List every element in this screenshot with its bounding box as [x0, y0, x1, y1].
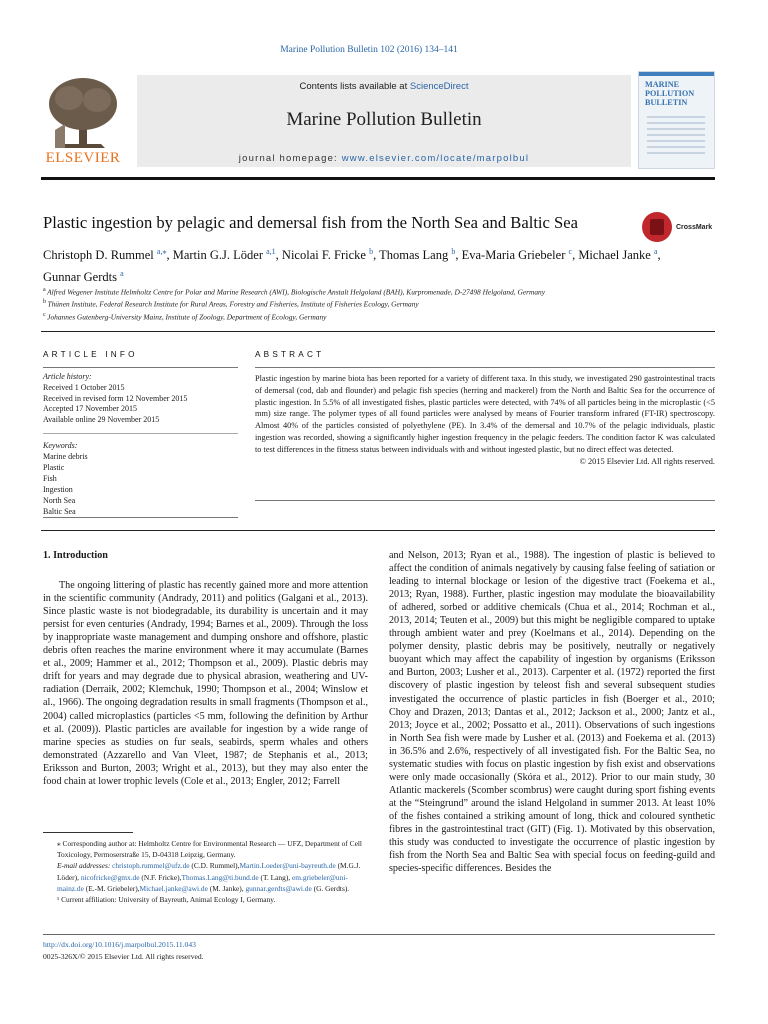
- journal-reference[interactable]: Marine Pollution Bulletin 102 (2016) 134–141: [280, 45, 458, 55]
- divider: [255, 500, 715, 501]
- author-name: Gunnar Gerdts: [43, 269, 121, 284]
- history-item: Accepted 17 November 2015: [43, 404, 137, 414]
- journal-cover-image[interactable]: [638, 71, 715, 169]
- email-link[interactable]: Thomas.Lang@ti.bund.de: [181, 872, 259, 882]
- masthead: [41, 71, 715, 175]
- divider: [41, 331, 715, 332]
- author-name: Martin G.J. Löder: [172, 248, 267, 263]
- abstract-heading: ABSTRACT: [255, 350, 325, 359]
- publisher-name: ELSEVIER: [45, 150, 121, 166]
- affiliation-note: ¹ Current affiliation: University of Bayreuth, Animal Ecology I, Germany.: [57, 895, 276, 905]
- affiliation: $^a$ Alfred Wegener Institute Helmholtz Centre for Polar and Marine Research (AWI), Biologische Anstalt Helgoland (BAH), Kurpromenade, D-27498 Helgoland, Germany: [43, 287, 545, 297]
- article-title: Plastic ingestion by pelagic and demersal fish from the North Sea and Baltic Sea: [43, 213, 579, 232]
- issn-line: 0025-326X/© 2015 Elsevier Ltd. All rights reserved.: [43, 951, 204, 961]
- author-name: Eva-Maria Griebeler: [461, 248, 569, 263]
- homepage-line: [137, 153, 631, 164]
- divider: [255, 367, 715, 368]
- affiliation: $^c$ Johannes Gutenberg-University Mainz, Institute of Zoology, Department of Ecology, Germany: [43, 311, 327, 322]
- cover-title: MARINE POLLUTION BULLETIN: [645, 80, 695, 107]
- contents-line: [137, 81, 631, 92]
- history-item: Received in revised form 12 November 2015: [43, 393, 188, 403]
- abstract-body: [255, 373, 715, 467]
- section-heading: 1. Introduction: [43, 550, 108, 561]
- journal-title: Marine Pollution Bulletin: [286, 109, 482, 130]
- keyword: Plastic: [43, 463, 65, 472]
- email-link[interactable]: Martin.Loeder@uni-bayreuth.de: [239, 861, 336, 871]
- author-name: Christoph D. Rummel: [43, 248, 157, 263]
- author-affiliation-mark[interactable]: a: [653, 247, 658, 256]
- crossmark-icon[interactable]: [642, 212, 672, 242]
- keywords: [43, 440, 243, 517]
- footnote-rule: [43, 832, 133, 833]
- author-affiliation-mark[interactable]: b: [451, 247, 456, 256]
- contents-prefix: Contents lists available at: [299, 81, 410, 92]
- article-history: [43, 372, 243, 426]
- corresponding-author-note: ⁎ Corresponding author at: Helmholtz Centre for Environmental Research — UFZ, Department of Cell Toxicology, Permoserstraße 15, D-04318 Leipzig, Germany.: [57, 839, 362, 860]
- history-item: Available online 29 November 2015: [43, 415, 160, 425]
- keyword: Ingestion: [43, 485, 73, 494]
- abstract-text: Plastic ingestion by marine biota has been reported for a variety of different taxa. In this study, we investigated 290 gastrointestinal tracts of demersal (cod, dab and flounder) and pelagic fish species (herring and mackerel) from the North and Baltic Sea for the occurrence of plastic ingestion. In 5.5% of all investigated fishes, plastic particles were detected, with 74% of all particles being in the microplastic (<5 mm) size range. The polymer types of all found particles were analysed by means of Fourier transform infrared (FT-IR) spectroscopy. Almost 40% of the particles consisted of polyethylene (PE). In 3.4% of the demersal and 10.7% of the pelagic individuals, plastic ingestion was recorded, showing a significantly higher ingestion frequency in the pelagic feeders. The condition factor K was calculated to test differences in the fitness status between individuals with and without ingested plastic, but no direct effect was detected.: [255, 374, 715, 454]
- history-label: Article history:: [43, 372, 92, 381]
- paragraph: and Nelson, 2013; Ryan et al., 1988). The ingestion of plastic is believed to affect the condition of animals negatively by causing false feeling of satiation or leading to internal blockage or lesion of the digestive tract (Foekema et al., 2013; Ryan, 1988). Further, plastic ingestion may modulate the bioavailability of adhered, sorbed or additive chemicals (Chua et al., 2014; Rochman et al., 2013, 2014; Teuten et al., 2009) but this might be negligible compared to uptake through ambient water and prey (Koelmans et al., 2014). Depending on the polymer density, plastic debris may be positively, neutrally or negatively buoyant which may affect the capability of ingestion by organisms (Eriksson and Burton, 2003; Lusher et al., 2013). Carpenter et al. (1972) reported the first discovery of plastic ingestion by teleost fish and several subsequent studies investigated the occurrence of plastic particles in fish (Boerger et al., 2010; Choy and Drazen, 2013; Dantas et al., 2012; Jackson et al., 2000; Jantz et al., 2013; Joyce et al., 2002; Possatto et al., 2011). Observations of such ingestions in North Sea fish were made by Lusher et al. (2013) and Foekema et al. (2013) in 36.5% and 2.6%, respectively of all investigated fish. For the Baltic Sea, no systematic studies with focus on plastic ingestion by fish exist and observations were only made occasionally (Skóra et al., 2012). Prior to our main study, 30 Atlantic mackerels (Scomber scombrus) were caught during sport fishing events at the “Steingrund” around the island Helgoland in summer 2013. At least 10% of the fishes contained a striking amount of long, thick and coloured synthetic fibres in the gastrointestinal tract (GIT) (Fig. 1). Motivated by this observation, this study was conducted to investigate the occurrence of plastic ingestion by fish from the North Sea and Baltic Sea with special focus on feeding-guild and species-specific differences. Besides the: [389, 550, 715, 875]
- divider: [43, 367, 238, 368]
- footnotes: [43, 838, 373, 905]
- divider: [43, 517, 238, 518]
- affiliations: [43, 285, 683, 322]
- keyword: Fish: [43, 474, 57, 483]
- body-column-left: [43, 549, 368, 788]
- email-addresses: E-mail addresses: christoph.rummel@ufz.de (C.D. Rummel),Martin.Loeder@uni-bayreuth.de (M.G.J. Löder), nicofricke@gmx.de (N.F. Fricke),Thomas.Lang@ti.bund.de (T. Lang), em.griebeler@uni-mainz.de (E.-M. Griebeler),Michael.janke@awi.de (M. Janke), gunnar.gerdts@awi.de (G. Gerdts).: [57, 861, 361, 893]
- affiliation: $^b$ Thünen Institute, Federal Research Institute for Rural Areas, Forestry and Fisheries, Institute of Fisheries Ecology, Germany: [43, 299, 419, 309]
- crossmark-label[interactable]: CrossMark: [676, 224, 713, 231]
- article-info-heading: ARTICLE INFO: [43, 350, 138, 359]
- author-name: Michael Janke: [578, 248, 654, 263]
- author-name: Thomas Lang: [379, 248, 452, 263]
- doi-block: [43, 939, 373, 962]
- divider: [43, 433, 238, 434]
- homepage-prefix: journal homepage:: [238, 153, 342, 164]
- author-affiliation-mark[interactable]: a,1: [266, 247, 276, 256]
- email-link[interactable]: gunnar.gerdts@awi.de: [245, 883, 312, 893]
- author-affiliation-mark[interactable]: b: [369, 247, 374, 256]
- cover-top-bar: [639, 72, 714, 76]
- keyword: Marine debris: [43, 452, 88, 461]
- masthead-rule: [41, 177, 715, 180]
- cover-decoration: [647, 116, 705, 158]
- history-item: Received 1 October 2015: [43, 382, 125, 392]
- author-name: Nicolai F. Fricke: [281, 248, 370, 263]
- author-affiliation-mark[interactable]: a,⁎: [156, 247, 167, 256]
- author-affiliation-mark[interactable]: c: [568, 247, 573, 256]
- paragraph: The ongoing littering of plastic has recently gained more and more attention in the scientific community (Andrady, 2011) and politics (Galgani et al., 2013). Since plastic waste is not biodegradable, its durability is uncertain and it may persist for even centuries (Andrady, 1994; Barnes et al., 2009). Through the loss by inappropriate waste management and dumping onshore and offshore, plastic debris often reaches the marine environment where it may accumulate (Barnes et al., 2009; Hammer et al., 2012; Thompson et al., 2009). Plastic debris may drift for years and may degrade due to physical abrasion, weathering and UV-radiation (Derraik, 2002; Klemchuk, 1990; Thompson et al., 2004; Winslow et al., 1966). The ongoing degradation results in small fragments (Thompson et al., 2004) called microplastics (particles <5 mm, following the definition by Arthur et al. (2009)). Plastic particles are available for ingestion by a wide range of marine species as studies on fur seals, seabirds, sperm whales and others demonstrated (Azzarello and Van Vleet, 1987; de Stephanis et al., 2013; Eriksson and Burton, 2003; Wright et al., 2013), but they may also enter the food chain at lower trophic levels (Cole et al., 2013; Engler, 2012; Farrell: [43, 580, 368, 787]
- body-column-right: [389, 549, 715, 875]
- email-link[interactable]: nicofricke@gmx.de: [80, 872, 140, 882]
- email-link[interactable]: christoph.rummel@ufz.de: [112, 861, 190, 871]
- homepage-link[interactable]: www.elsevier.com/locate/marpolbul: [341, 153, 530, 164]
- doi-link[interactable]: http://dx.doi.org/10.1016/j.marpolbul.2015.11.043: [43, 940, 196, 949]
- journal-banner: [137, 75, 631, 167]
- email-link[interactable]: Michael.janke@awi.de: [139, 883, 208, 893]
- keyword: Baltic Sea: [43, 507, 76, 516]
- author-affiliation-mark[interactable]: a: [120, 268, 124, 278]
- keywords-label: Keywords:: [43, 441, 78, 450]
- sciencedirect-link[interactable]: ScienceDirect: [409, 81, 469, 92]
- footer-rule: [43, 934, 715, 935]
- divider: [41, 530, 715, 531]
- email-link[interactable]: em.griebeler@uni-mainz.de: [57, 872, 348, 893]
- abstract-copyright: © 2015 Elsevier Ltd. All rights reserved.: [579, 456, 715, 466]
- keyword: North Sea: [43, 496, 76, 505]
- author-list: Christoph D. Rummel $^{a,⁎}$, Martin G.J. Löder $^{a,1}$, Nicolai F. Fricke $^b$, Thomas Lang $^b$, Eva-Maria Griebeler $^c$, Michael Janke $^a$, Gunnar Gerdts $^a$: [43, 247, 661, 284]
